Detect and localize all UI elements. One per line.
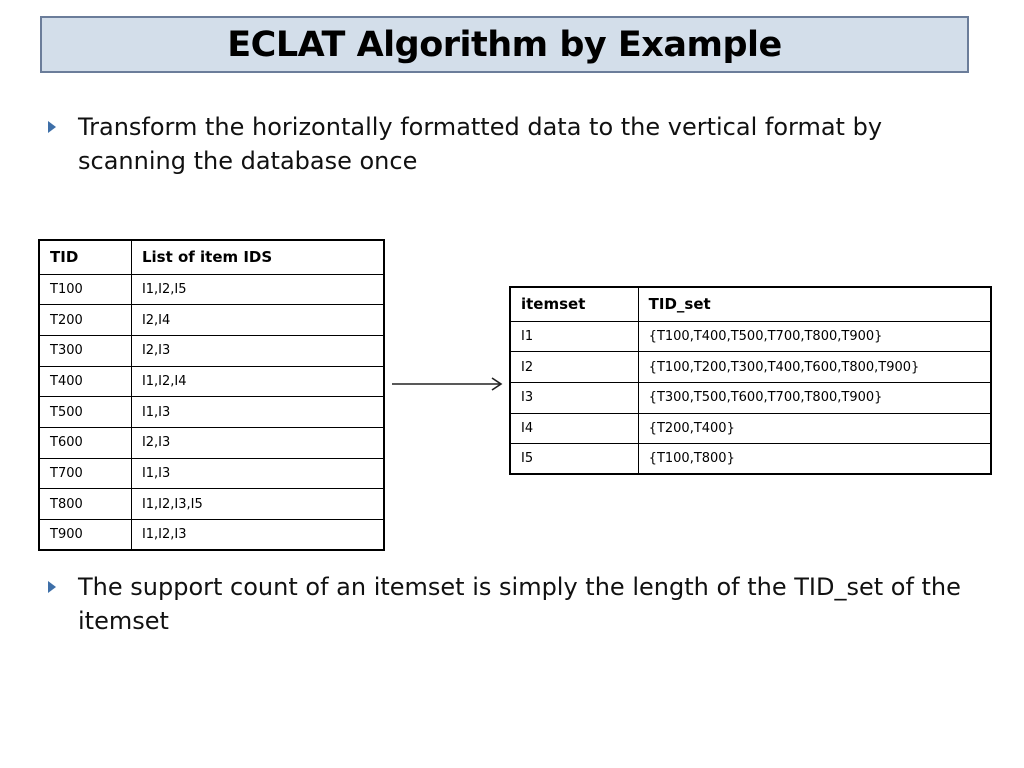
table-row	[39, 305, 384, 336]
table-header-cell: TID	[39, 240, 131, 274]
table-cell: T100	[39, 274, 131, 305]
triangle-bullet-icon	[48, 581, 56, 593]
table-cell: I5	[510, 444, 638, 475]
table-header-cell: TID_set	[638, 287, 991, 321]
table-cell: T900	[39, 520, 131, 551]
table-row	[39, 489, 384, 520]
vertical-format-table	[509, 286, 992, 475]
table-cell: I1,I2,I3,I5	[131, 489, 384, 520]
triangle-bullet-icon	[48, 121, 56, 133]
table-header-cell: itemset	[510, 287, 638, 321]
table-row	[510, 413, 991, 444]
table-cell: T200	[39, 305, 131, 336]
table-cell: {T100,T200,T300,T400,T600,T800,T900}	[638, 352, 991, 383]
table-cell: T700	[39, 458, 131, 489]
right-arrow-icon	[390, 374, 508, 394]
table-row	[510, 321, 991, 352]
bullet-text: Transform the horizontally formatted data to the vertical format by scanning the database once	[78, 113, 883, 175]
horizontal-format-table	[38, 239, 385, 551]
table-row	[39, 520, 384, 551]
table-row	[39, 427, 384, 458]
table-cell: I2,I4	[131, 305, 384, 336]
table-header-row	[39, 240, 384, 274]
table-header-cell: List of item IDS	[131, 240, 384, 274]
table-cell: T500	[39, 397, 131, 428]
table-cell: I1,I2,I4	[131, 366, 384, 397]
table-cell: {T300,T500,T600,T700,T800,T900}	[638, 382, 991, 413]
table-cell: T300	[39, 335, 131, 366]
bullet-point	[48, 570, 978, 638]
table-row	[39, 397, 384, 428]
table-cell: I4	[510, 413, 638, 444]
table-cell: I1	[510, 321, 638, 352]
slide-title: ECLAT Algorithm by Example	[227, 24, 782, 65]
table-row	[510, 352, 991, 383]
table-row	[39, 274, 384, 305]
table-header-row	[510, 287, 991, 321]
table-cell: I1,I2,I3	[131, 520, 384, 551]
table-cell: {T100,T800}	[638, 444, 991, 475]
bullet-text: The support count of an itemset is simply the length of the TID_set of the itemset	[78, 573, 961, 635]
table-cell: I1,I3	[131, 397, 384, 428]
table-cell: I3	[510, 382, 638, 413]
table-row	[39, 335, 384, 366]
table-cell: {T100,T400,T500,T700,T800,T900}	[638, 321, 991, 352]
table-cell: I1,I2,I5	[131, 274, 384, 305]
table-cell: T600	[39, 427, 131, 458]
table-cell: I2,I3	[131, 335, 384, 366]
bullet-point	[48, 110, 978, 178]
table-cell: T800	[39, 489, 131, 520]
table-row	[510, 382, 991, 413]
table-cell: {T200,T400}	[638, 413, 991, 444]
table-cell: I2	[510, 352, 638, 383]
table-cell: T400	[39, 366, 131, 397]
table-cell: I2,I3	[131, 427, 384, 458]
table-row	[39, 458, 384, 489]
table-row	[510, 444, 991, 475]
table-cell: I1,I3	[131, 458, 384, 489]
table-row	[39, 366, 384, 397]
slide-title-bar	[40, 16, 969, 73]
